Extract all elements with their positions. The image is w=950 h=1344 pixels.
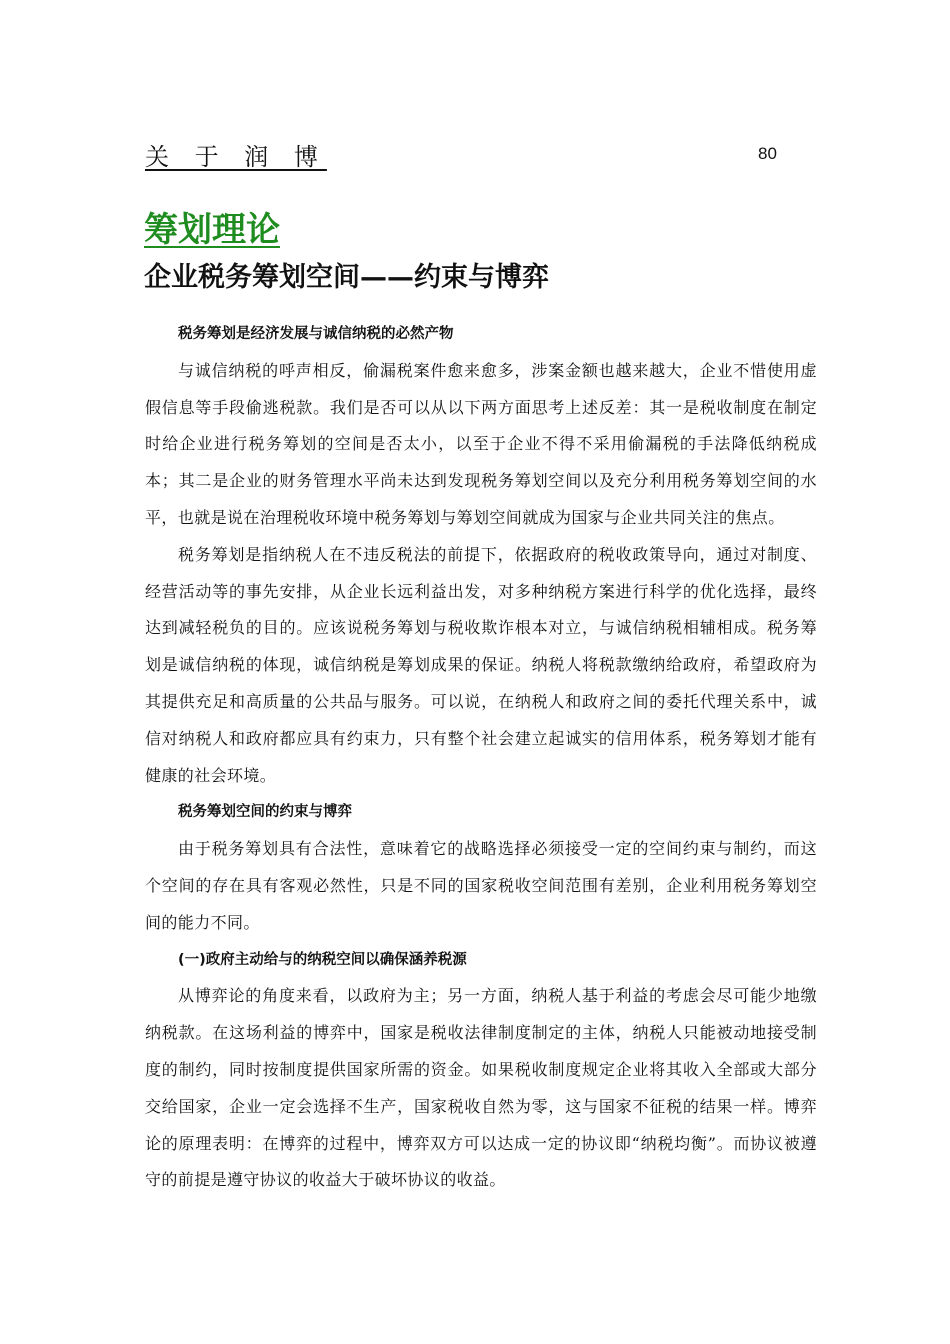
paragraph: 与诚信纳税的呼声相反，偷漏税案件愈来愈多，涉案金额也越来越大，企业不惜使用虚假信息等手段偷逃税款。我们是否可以从以下两方面思考上述反差：其一是税收制度在制定时给企业进行税务筹划的空间是否太小，以至于企业不得不采用偷漏税的手法降低纳税成本；其二是企业的财务管理水平尚未达到发现税务筹划空间以及充分利用税务筹划空间的水平，也就是说在治理税收环境中税务筹划与筹划空间就成为国家与企业共同关注的焦点。 bbox=[145, 360, 817, 527]
paragraph: 由于税务筹划具有合法性，意味着它的战略选择必须接受一定的空间约束与制约，而这个空间的存在具有客观必然性，只是不同的国家税收空间范围有差别，企业利用税务筹划空间的能力不同。 bbox=[145, 839, 817, 932]
subheading: (一)政府主动给与的纳税空间以确保涵养税源 bbox=[178, 951, 467, 968]
article-body bbox=[145, 316, 817, 1199]
subheading: 税务筹划是经济发展与诚信纳税的必然产物 bbox=[178, 326, 454, 342]
header-title: 关 于 润 博 bbox=[145, 143, 327, 171]
subheading: 税务筹划空间的约束与博弈 bbox=[178, 804, 352, 821]
paragraph: 从博弈论的角度来看，以政府为主；另一方面，纳税人基于利益的考虑会尽可能少地缴纳税款。在这场利益的博弈中，国家是税收法律制度制定的主体，纳税人只能被动地接受制度的制约，同时按制度提供国家所需的资金。如果税收制度规定企业将其收入全部或大部分交给国家，企业一定会选择不生产，国家税收自然为零，这与国家不征税的结果一样。博弈论的原理表明：在博弈的过程中，博弈双方可以达成一定的协议即“纳税均衡”。而协议被遵守的前提是遵守协议的收益大于破坏协议的收益。 bbox=[145, 986, 817, 1190]
paragraph: 税务筹划是指纳税人在不违反税法的前提下，依据政府的税收政策导向，通过对制度、经营活动等的事先安排，从企业长远利益出发，对多种纳税方案进行科学的优化选择，最终达到减轻税负的目的。应该说税务筹划与税收欺诈根本对立，与诚信纳税相辅相成。税务筹划是诚信纳税的体现，诚信纳税是筹划成果的保证。纳税人将税款缴纳给政府，希望政府为其提供充足和高质量的公共品与服务。可以说，在纳税人和政府之间的委托代理关系中，诚信对纳税人和政府都应具有约束力，只有整个社会建立起诚实的信用体系，税务筹划才能有健康的社会环境。 bbox=[145, 544, 817, 785]
section-title: 筹划理论 bbox=[144, 210, 280, 250]
article-title: 企业税务筹划空间——约束与博弈 bbox=[144, 262, 549, 293]
page-number: 80 bbox=[758, 144, 777, 163]
